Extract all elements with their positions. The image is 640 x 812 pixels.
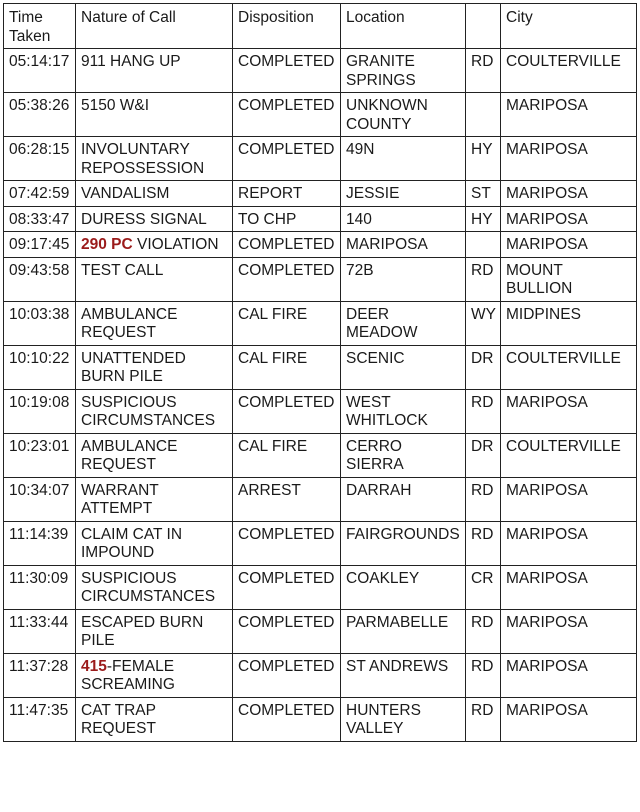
cell-city: MARIPOSA [501,653,637,697]
cell-city: MARIPOSA [501,232,637,258]
cell-time: 05:14:17 [4,49,76,93]
cell-nature [76,257,233,301]
cell-time: 10:34:07 [4,477,76,521]
cell-suffix: RD [466,257,501,301]
table-row [4,93,637,137]
table-row [4,232,637,258]
table-row [4,697,637,741]
cell-location: GRANITE SPRINGS [341,49,466,93]
cell-location: MARIPOSA [341,232,466,258]
cell-location: UNKNOWN COUNTY [341,93,466,137]
cell-nature [76,565,233,609]
cell-time: 10:23:01 [4,433,76,477]
cell-time: 10:03:38 [4,301,76,345]
call-log-body [4,49,637,742]
cell-nature [76,181,233,207]
cell-city: MARIPOSA [501,477,637,521]
cell-city: MARIPOSA [501,93,637,137]
cell-time: 09:43:58 [4,257,76,301]
cell-location: JESSIE [341,181,466,207]
cell-suffix: WY [466,301,501,345]
cell-suffix: RD [466,609,501,653]
cell-time: 11:30:09 [4,565,76,609]
cell-nature [76,49,233,93]
table-row [4,345,637,389]
cell-city: MARIPOSA [501,181,637,207]
nature-text: AMBULANCE REQUEST [81,437,178,473]
nature-text: AMBULANCE REQUEST [81,305,178,341]
cell-nature [76,93,233,137]
cell-suffix: HY [466,137,501,181]
nature-text: ESCAPED BURN PILE [81,613,204,649]
cell-location: 72B [341,257,466,301]
cell-city: COULTERVILLE [501,345,637,389]
cell-time: 05:38:26 [4,93,76,137]
cell-nature [76,433,233,477]
cell-time: 11:33:44 [4,609,76,653]
table-row [4,301,637,345]
header-time: Time Taken [4,4,76,49]
cell-location: 49N [341,137,466,181]
cell-city: MARIPOSA [501,206,637,232]
cell-disposition: ARREST [233,477,341,521]
cell-city: MARIPOSA [501,697,637,741]
table-row [4,433,637,477]
cell-location: SCENIC [341,345,466,389]
cell-suffix: RD [466,477,501,521]
cell-disposition: CAL FIRE [233,433,341,477]
cell-suffix: ST [466,181,501,207]
nature-text: CLAIM CAT IN IMPOUND [81,525,183,561]
cell-time: 10:10:22 [4,345,76,389]
cell-nature [76,521,233,565]
nature-text: 5150 W&I [81,97,150,114]
call-log-table [3,3,637,742]
nature-text: 911 HANG UP [81,53,181,70]
cell-suffix: RD [466,521,501,565]
nature-text: WARRANT ATTEMPT [81,481,159,517]
nature-highlight-code: 415 [81,657,107,675]
cell-time: 11:37:28 [4,653,76,697]
cell-nature [76,232,233,258]
table-row [4,49,637,93]
cell-suffix: RD [466,653,501,697]
header-disposition: Disposition [233,4,341,49]
cell-location: WEST WHITLOCK [341,389,466,433]
cell-location: COAKLEY [341,565,466,609]
cell-suffix: DR [466,433,501,477]
cell-suffix [466,232,501,258]
cell-suffix: CR [466,565,501,609]
cell-nature [76,301,233,345]
cell-city: MARIPOSA [501,609,637,653]
cell-disposition: COMPLETED [233,232,341,258]
nature-text: UNATTENDED BURN PILE [81,349,186,385]
cell-disposition: TO CHP [233,206,341,232]
cell-suffix: RD [466,697,501,741]
cell-suffix: RD [466,49,501,93]
cell-nature [76,477,233,521]
cell-location: DEER MEADOW [341,301,466,345]
cell-city: MARIPOSA [501,389,637,433]
cell-suffix: DR [466,345,501,389]
cell-location: HUNTERS VALLEY [341,697,466,741]
cell-time: 09:17:45 [4,232,76,258]
table-row [4,609,637,653]
cell-disposition: COMPLETED [233,521,341,565]
cell-disposition: COMPLETED [233,389,341,433]
cell-location: CERRO SIERRA [341,433,466,477]
nature-text: SUSPICIOUS CIRCUMSTANCES [81,393,216,429]
cell-time: 08:33:47 [4,206,76,232]
table-row [4,206,637,232]
cell-city: MARIPOSA [501,521,637,565]
cell-disposition: REPORT [233,181,341,207]
cell-nature [76,137,233,181]
cell-disposition: COMPLETED [233,137,341,181]
cell-time: 06:28:15 [4,137,76,181]
table-row [4,181,637,207]
cell-city: COULTERVILLE [501,433,637,477]
cell-disposition: COMPLETED [233,49,341,93]
cell-suffix: RD [466,389,501,433]
cell-suffix: HY [466,206,501,232]
cell-disposition: COMPLETED [233,257,341,301]
cell-suffix [466,93,501,137]
nature-text: VIOLATION [132,236,219,253]
table-row [4,137,637,181]
header-suffix [466,4,501,49]
cell-location: PARMABELLE [341,609,466,653]
header-location: Location [341,4,466,49]
cell-disposition: COMPLETED [233,653,341,697]
cell-disposition: COMPLETED [233,609,341,653]
nature-text: CAT TRAP REQUEST [81,701,156,737]
nature-text: INVOLUNTARY REPOSSESSION [81,141,205,177]
cell-nature [76,389,233,433]
nature-text: DURESS SIGNAL [81,210,207,228]
cell-time: 11:47:35 [4,697,76,741]
cell-nature [76,206,233,232]
cell-city: MIDPINES [501,301,637,345]
cell-disposition: COMPLETED [233,697,341,741]
cell-nature [76,697,233,741]
cell-disposition: CAL FIRE [233,345,341,389]
nature-text: SUSPICIOUS CIRCUMSTANCES [81,569,216,605]
cell-nature [76,345,233,389]
cell-city: COULTERVILLE [501,49,637,93]
cell-city: MOUNT BULLION [501,257,637,301]
table-row [4,257,637,301]
nature-text: -FEMALE SCREAMING [81,657,175,693]
table-row [4,653,637,697]
cell-disposition: COMPLETED [233,93,341,137]
cell-location: DARRAH [341,477,466,521]
table-row [4,521,637,565]
cell-city: MARIPOSA [501,137,637,181]
table-row [4,477,637,521]
cell-disposition: CAL FIRE [233,301,341,345]
cell-time: 11:14:39 [4,521,76,565]
cell-nature [76,653,233,697]
nature-text: TEST CALL [81,261,164,279]
header-nature: Nature of Call [76,4,233,49]
table-row [4,565,637,609]
nature-highlight-code: 290 PC [81,236,133,253]
header-row [4,4,637,49]
header-city: City [501,4,637,49]
nature-text: VANDALISM [81,185,170,202]
cell-nature [76,609,233,653]
table-row [4,389,637,433]
cell-city: MARIPOSA [501,565,637,609]
cell-disposition: COMPLETED [233,565,341,609]
cell-time: 10:19:08 [4,389,76,433]
cell-location: 140 [341,206,466,232]
cell-time: 07:42:59 [4,181,76,207]
cell-location: ST ANDREWS [341,653,466,697]
cell-location: FAIRGROUNDS [341,521,466,565]
